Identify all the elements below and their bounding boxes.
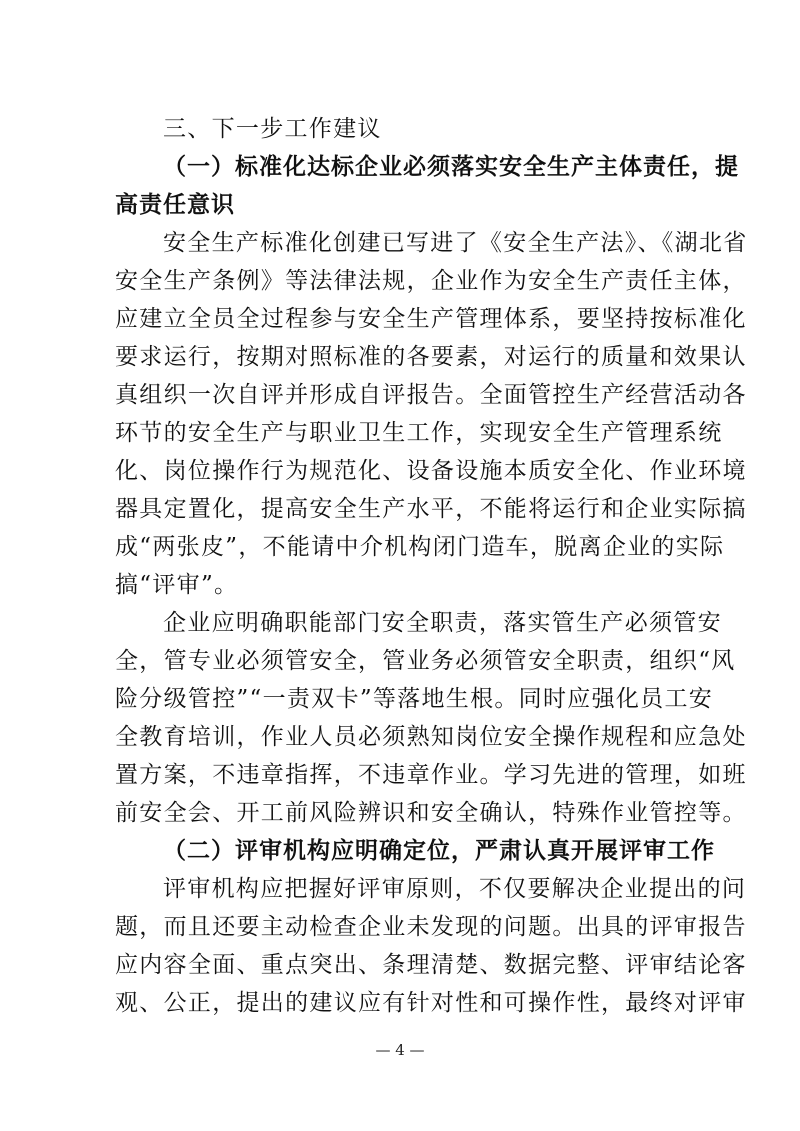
paragraph-3-line: 题，而且还要主动检查企业未发现的问题。出具的评审报告 xyxy=(115,914,747,940)
subheading-1-line-2: 高责任意识 xyxy=(115,192,235,218)
paragraph-1-line: 环节的安全生产与职业卫生工作，实现安全生产管理系统 xyxy=(115,420,723,446)
paragraph-1-line: 化、岗位操作行为规范化、设备设施本质安全化、作业环境 xyxy=(115,458,747,484)
paragraph-3-line: 观、公正，提出的建议应有针对性和可操作性，最终对评审 xyxy=(115,990,747,1016)
paragraph-3-line: 应内容全面、重点突出、条理清楚、数据完整、评审结论客 xyxy=(115,952,747,978)
paragraph-2-line: 置方案，不违章指挥，不违章作业。学习先进的管理，如班 xyxy=(115,762,747,788)
paragraph-1-line: 真组织一次自评并形成自评报告。全面管控生产经营活动各 xyxy=(115,382,747,408)
paragraph-1-line: 安全生产条例》等法律法规，企业作为安全生产责任主体， xyxy=(115,268,747,294)
paragraph-1-line: 器具定置化，提高安全生产水平，不能将运行和企业实际搞 xyxy=(115,496,747,522)
paragraph-2-line: 企业应明确职能部门安全职责，落实管生产必须管安 xyxy=(163,610,722,636)
paragraph-1-line: 搞“评审”。 xyxy=(115,572,239,598)
paragraph-1-line: 成“两张皮”，不能请中介机构闭门造车，脱离企业的实际 xyxy=(115,534,725,560)
paragraph-2-line: 前安全会、开工前风险辨识和安全确认，特殊作业管控等。 xyxy=(115,800,747,826)
subheading-2: （二）评审机构应明确定位，严肃认真开展评审工作 xyxy=(163,838,715,864)
paragraph-2-line: 险分级管控”“一责双卡”等落地生根。同时应强化员工安 xyxy=(115,686,714,712)
document-body xyxy=(115,110,748,1022)
paragraph-1-line: 应建立全员全过程参与安全生产管理体系，要坚持按标准化 xyxy=(115,306,747,332)
section-heading: 三、下一步工作建议 xyxy=(163,116,382,142)
paragraph-2-line: 全教育培训，作业人员必须熟知岗位安全操作规程和应急处 xyxy=(115,724,747,750)
paragraph-1-line: 安全生产标准化创建已写进了《安全生产法》、《湖北省 xyxy=(163,230,748,256)
paragraph-1-line: 要求运行，按期对照标准的各要素，对运行的质量和效果认 xyxy=(115,344,747,370)
page-number: — 4 — xyxy=(375,1041,425,1059)
paragraph-2-line: 全，管专业必须管安全，管业务必须管安全职责，组织“风 xyxy=(115,648,736,674)
subheading-1-line-1: （一）标准化达标企业必须落实安全生产主体责任，提 xyxy=(163,154,739,180)
paragraph-3-line: 评审机构应把握好评审原则，不仅要解决企业提出的问 xyxy=(163,876,747,902)
